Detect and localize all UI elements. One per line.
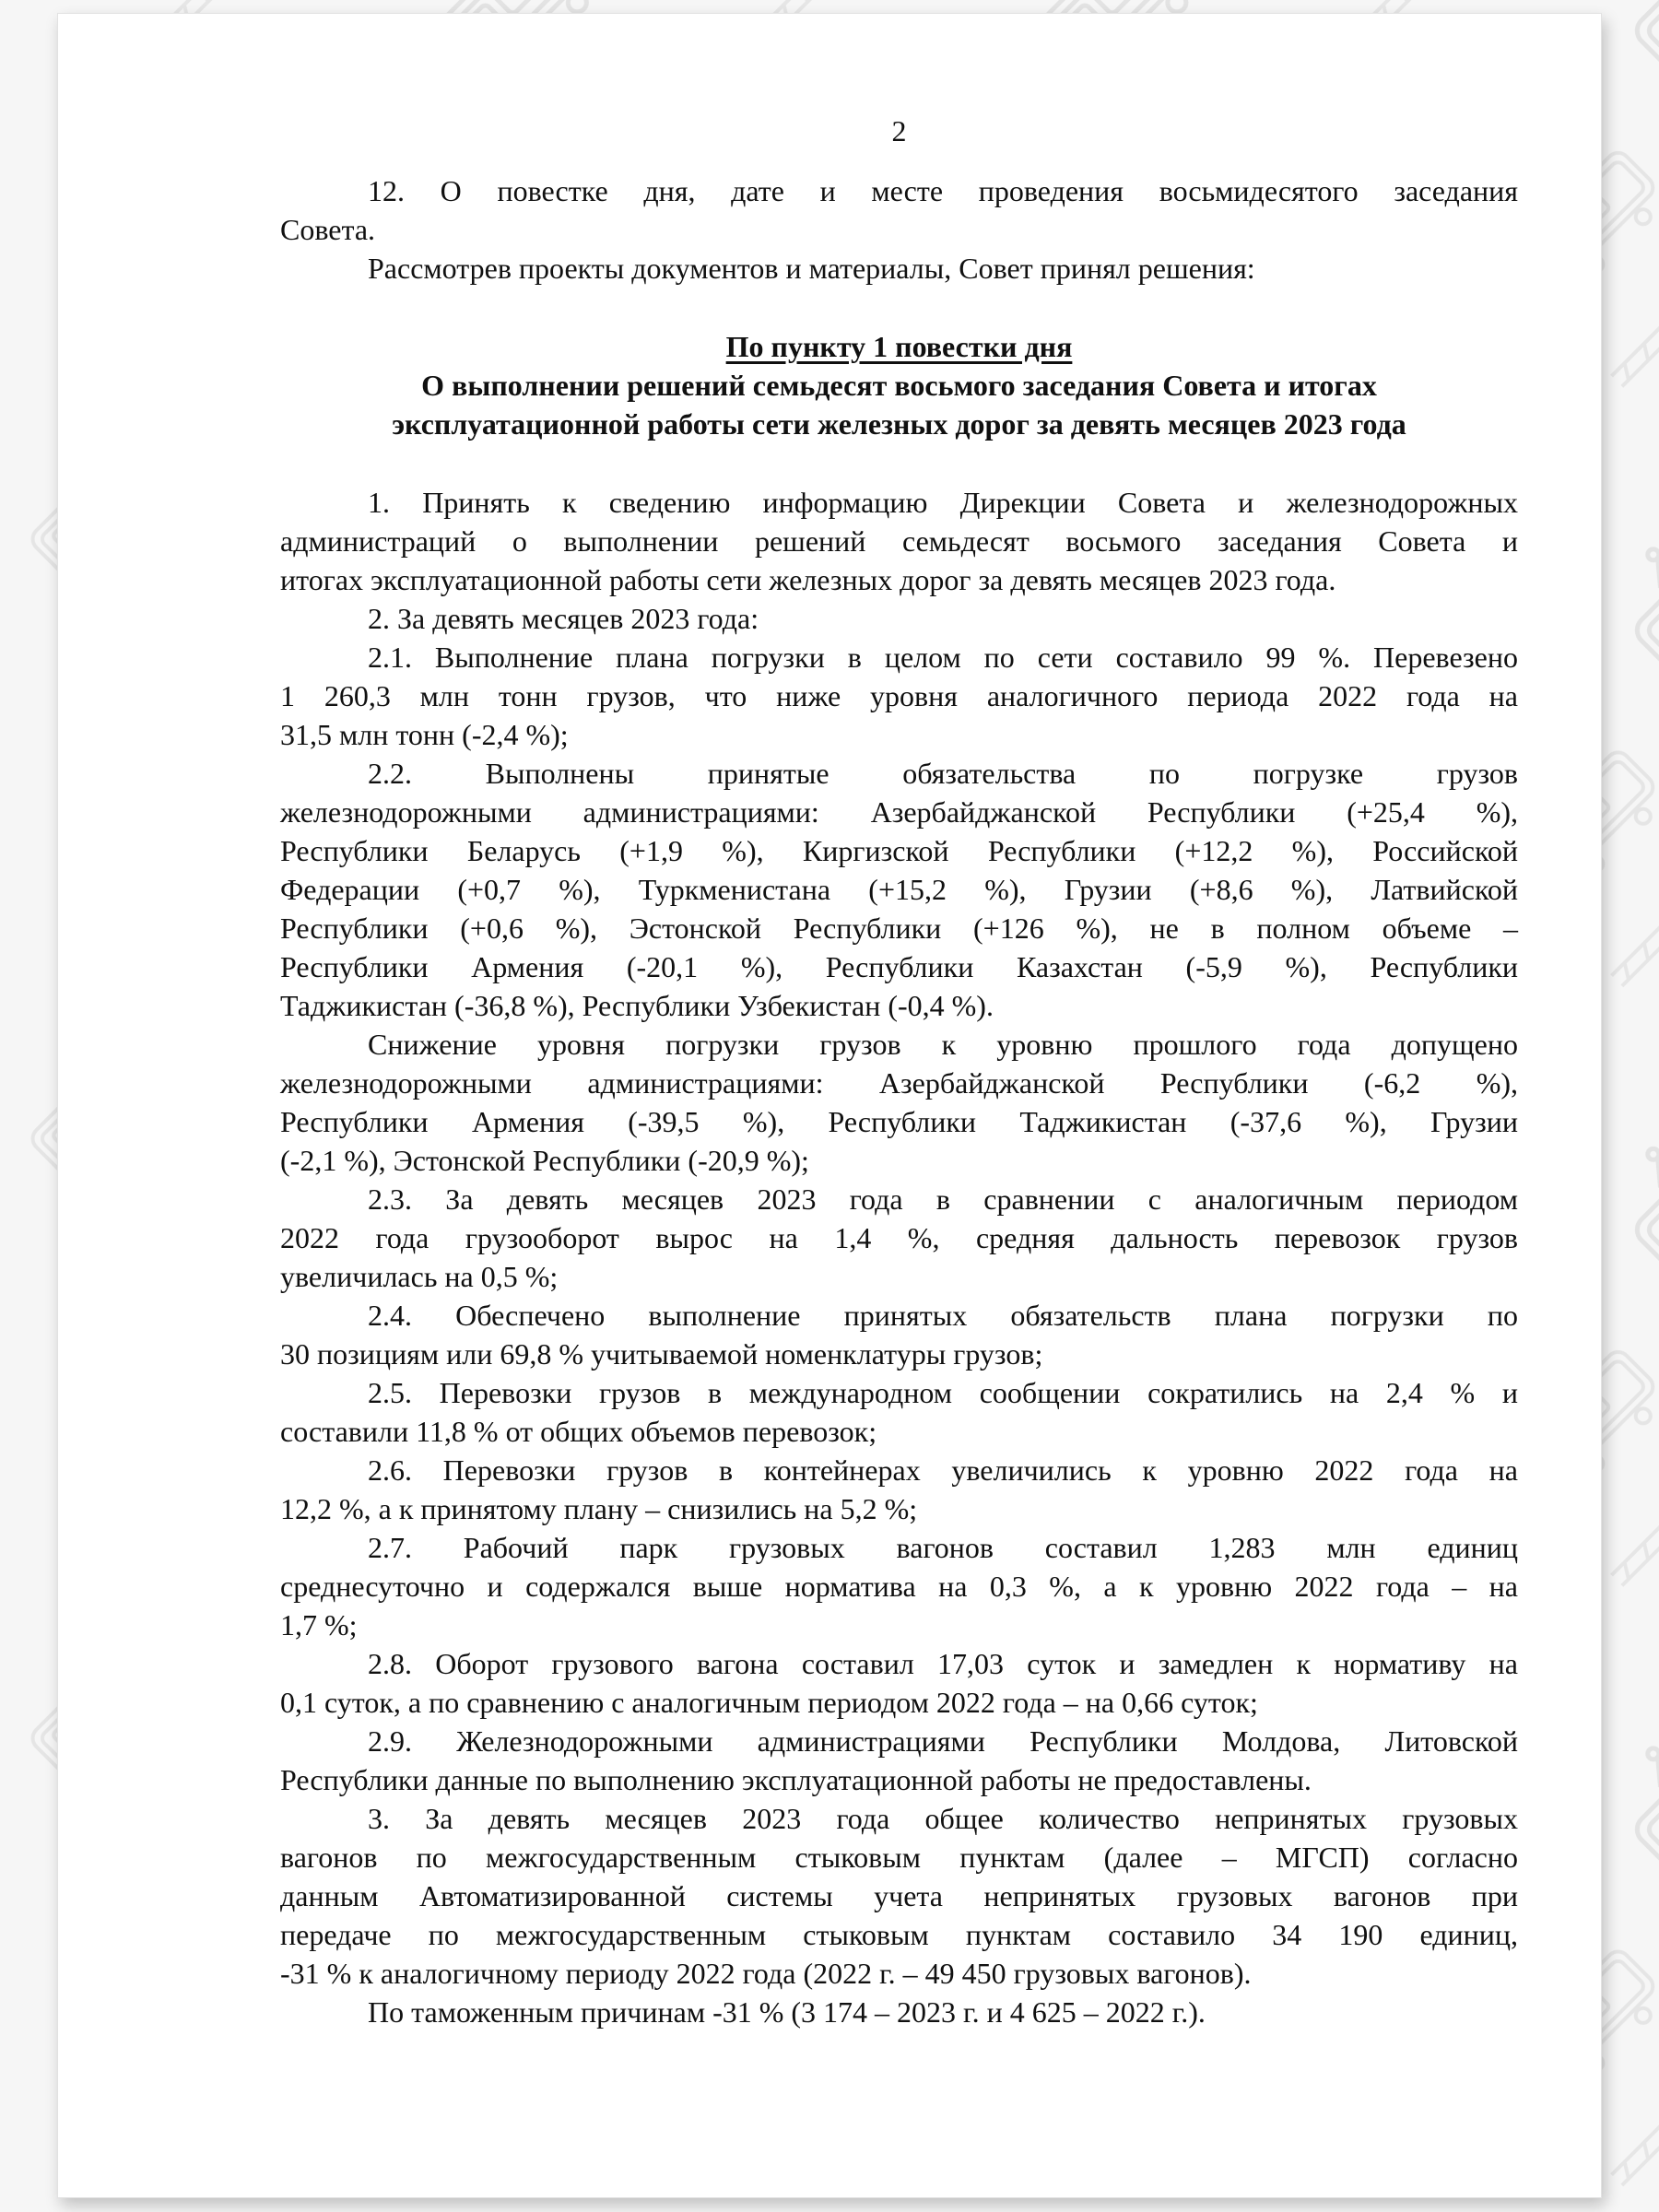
body-paragraphs: [280, 483, 1518, 2031]
section-heading-text: По пункту 1 повестки дня: [725, 330, 1073, 363]
text-line: Республики данные по выполнению эксплуатационной работы не предоставлены.: [280, 1763, 1312, 1796]
text-line: 3. За девять месяцев 2023 года общее количество непринятых грузовых: [368, 1802, 1518, 1835]
text-line: железнодорожными администрациями: Азербайджанской Республики (-6,2 %),: [280, 1066, 1518, 1100]
paragraph-2-2: [280, 754, 1518, 1025]
text-line: 2. За девять месяцев 2023 года:: [368, 602, 759, 635]
text-line: 2.9. Железнодорожными администрациями Республики Молдова, Литовской: [368, 1724, 1518, 1758]
text-line: Рассмотрев проекты документов и материалы, Совет принял решения:: [368, 252, 1255, 285]
text-line: 0,1 суток, а по сравнению с аналогичным периодом 2022 года – на 0,66 суток;: [280, 1686, 1258, 1719]
paragraph-2: [280, 599, 1518, 638]
paragraph-reviewed: [280, 249, 1518, 288]
text-line: вагонов по межгосударственным стыковым пунктам (далее – МГСП) согласно: [280, 1841, 1518, 1874]
text-line: 2.8. Оборот грузового вагона составил 17,03 суток и замедлен к нормативу на: [368, 1647, 1518, 1680]
paragraph-2-3: [280, 1180, 1518, 1296]
text-line: железнодорожными администрациями: Азербайджанской Республики (+25,4 %),: [280, 795, 1518, 829]
text-line: Федерации (+0,7 %), Туркменистана (+15,2 %), Грузии (+8,6 %), Латвийской: [280, 873, 1518, 906]
document-page: [57, 13, 1602, 2198]
paragraph-item-12: [280, 171, 1518, 249]
text-line: (-2,1 %), Эстонской Республики (-20,9 %);: [280, 1144, 809, 1177]
text-line: 31,5 млн тонн (-2,4 %);: [280, 718, 569, 751]
text-line: Республики Армения (-39,5 %), Республики Таджикистан (-37,6 %), Грузии: [280, 1105, 1518, 1138]
text-line: 2.4. Обеспечено выполнение принятых обязательств плана погрузки по: [368, 1299, 1518, 1332]
text-line: Республики Беларусь (+1,9 %), Киргизской Республики (+12,2 %), Российской: [280, 834, 1518, 867]
text-line: увеличилась на 0,5 %;: [280, 1260, 559, 1293]
section-subheading-line: эксплуатационной работы сети железных дорог за девять месяцев 2023 года: [392, 407, 1406, 441]
page-number: 2: [891, 114, 907, 147]
paragraph-customs: [280, 1993, 1518, 2031]
paragraph-decrease: [280, 1025, 1518, 1180]
text-line: Совета.: [280, 213, 376, 246]
text-line: 12. О повестке дня, дате и месте проведения восьмидесятого заседания: [368, 174, 1518, 207]
text-line: Республики (+0,6 %), Эстонской Республики (+126 %), не в полном объеме –: [280, 912, 1518, 945]
text-line: По таможенным причинам -31 % (3 174 – 2023 г. и 4 625 – 2022 г.).: [368, 1995, 1206, 2029]
text-line: 30 позициям или 69,8 % учитываемой номенклатуры грузов;: [280, 1337, 1043, 1371]
text-line: 2.7. Рабочий парк грузовых вагонов составил 1,283 млн единиц: [368, 1531, 1518, 1564]
text-line: 2022 года грузооборот вырос на 1,4 %, средняя дальность перевозок грузов: [280, 1221, 1518, 1254]
paragraph-2-7: [280, 1528, 1518, 1644]
intro-paragraphs: [280, 171, 1518, 288]
text-line: 12,2 %, а к принятому плану – снизились на 5,2 %;: [280, 1492, 918, 1525]
paragraph-2-5: [280, 1373, 1518, 1451]
text-line: данным Автоматизированной системы учета непринятых грузовых вагонов при: [280, 1879, 1518, 1912]
text-line: 2.2. Выполнены принятые обязательства по погрузке грузов: [368, 757, 1518, 790]
paragraph-3: [280, 1799, 1518, 1993]
text-line: администраций о выполнении решений семьдесят восьмого заседания Совета и: [280, 524, 1518, 558]
paragraph-1: [280, 483, 1518, 599]
text-line: составили 11,8 % от общих объемов перевозок;: [280, 1415, 877, 1448]
text-line: 2.3. За девять месяцев 2023 года в сравнении с аналогичным периодом: [368, 1182, 1518, 1216]
text-line: Снижение уровня погрузки грузов к уровню прошлого года допущено: [368, 1028, 1518, 1061]
text-line: Республики Армения (-20,1 %), Республики Казахстан (-5,9 %), Республики: [280, 950, 1518, 983]
text-line: среднесуточно и содержался выше норматива на 0,3 %, а к уровню 2022 года – на: [280, 1570, 1518, 1603]
text-line: -31 % к аналогичному периоду 2022 года (2022 г. – 49 450 грузовых вагонов).: [280, 1957, 1252, 1990]
text-line: 2.1. Выполнение плана погрузки в целом по сети составило 99 %. Перевезено: [368, 641, 1518, 674]
paragraph-2-6: [280, 1451, 1518, 1528]
section-heading: [280, 327, 1518, 366]
paragraph-2-9: [280, 1722, 1518, 1799]
text-line: Таджикистан (-36,8 %), Республики Узбекистан (-0,4 %).: [280, 989, 994, 1022]
paragraph-2-8: [280, 1644, 1518, 1722]
text-line: 1. Принять к сведению информацию Дирекции Совета и железнодорожных: [368, 486, 1518, 519]
text-line: итогах эксплуатационной работы сети железных дорог за девять месяцев 2023 года.: [280, 563, 1336, 596]
text-line: 1 260,3 млн тонн грузов, что ниже уровня аналогичного периода 2022 года на: [280, 679, 1518, 712]
paragraph-2-4: [280, 1296, 1518, 1373]
text-line: передаче по межгосударственным стыковым пунктам составило 34 190 единиц,: [280, 1918, 1518, 1951]
text-line: 2.6. Перевозки грузов в контейнерах увеличились к уровню 2022 года на: [368, 1453, 1518, 1487]
section-subheading-line: О выполнении решений семьдесят восьмого заседания Совета и итогах: [421, 369, 1377, 402]
section-subheading: [280, 366, 1518, 443]
text-line: 1,7 %;: [280, 1608, 358, 1641]
section-headings: [280, 327, 1518, 443]
paragraph-2-1: [280, 638, 1518, 754]
text-line: 2.5. Перевозки грузов в международном сообщении сократились на 2,4 % и: [368, 1376, 1518, 1409]
